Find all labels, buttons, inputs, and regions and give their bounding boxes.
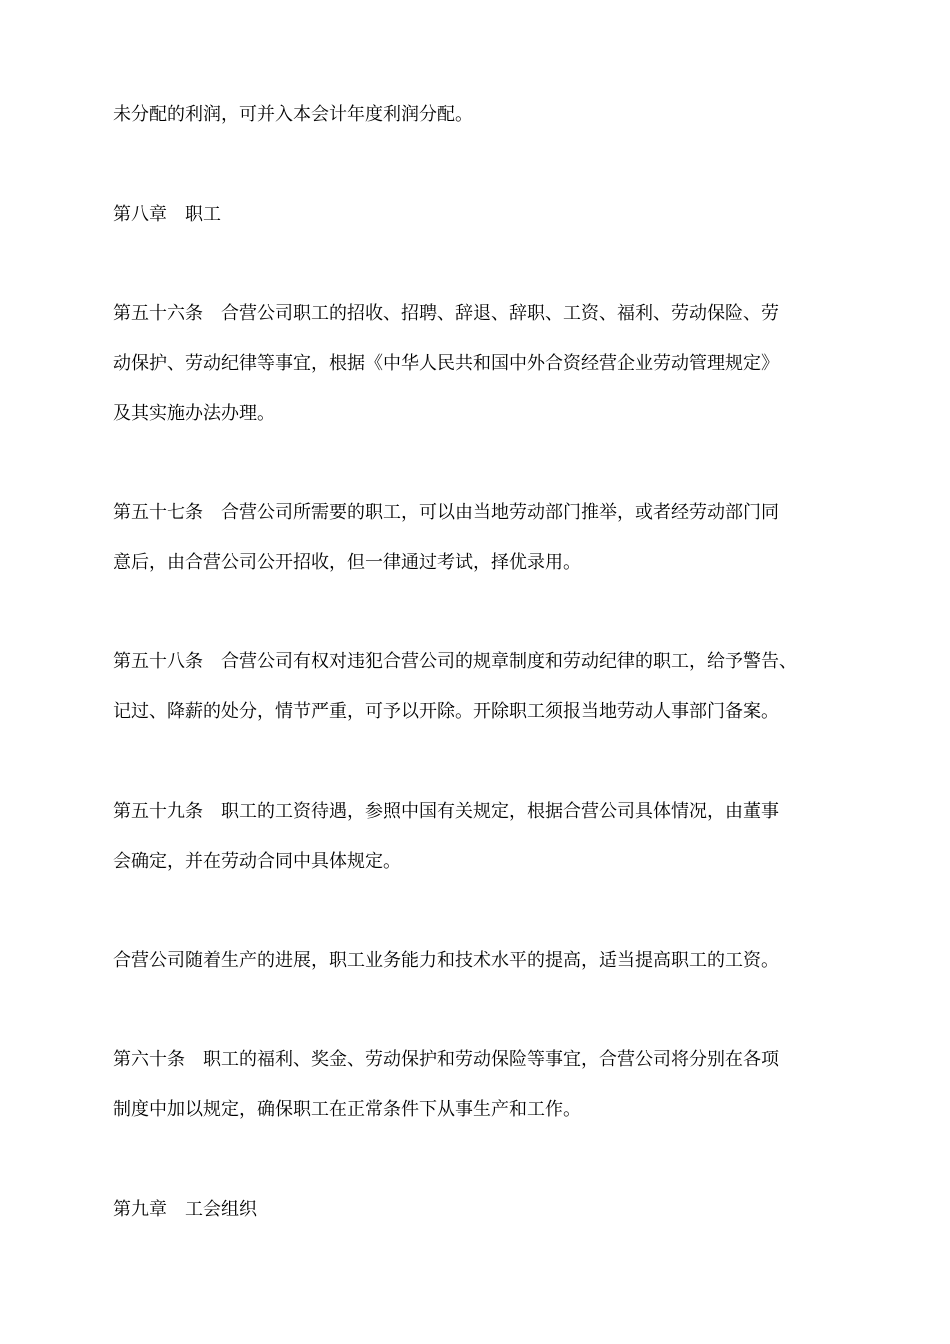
- article-59-line-2: 会确定，并在劳动合同中具体规定。: [113, 851, 401, 872]
- article-57-line-2: 意后，由合营公司公开招收，但一律通过考试，择优录用。: [113, 552, 581, 573]
- article-60-line-1: 第六十条 职工的福利、奖金、劳动保护和劳动保险等事宜，合营公司将分别在各项: [113, 1049, 779, 1070]
- chapter-heading-8: 第八章 职工: [113, 204, 221, 225]
- paragraph-wage-increase: 合营公司随着生产的进展，职工业务能力和技术水平的提高，适当提高职工的工资。: [113, 950, 779, 971]
- article-60-line-2: 制度中加以规定，确保职工在正常条件下从事生产和工作。: [113, 1099, 581, 1120]
- article-56-line-2: 动保护、劳动纪律等事宜，根据《中华人民共和国中外合资经营企业劳动管理规定》: [113, 353, 779, 374]
- paragraph-profit-carryover: 未分配的利润，可并入本会计年度利润分配。: [113, 104, 473, 125]
- article-56-line-3: 及其实施办法办理。: [113, 403, 275, 424]
- chapter-heading-9: 第九章 工会组织: [113, 1199, 257, 1220]
- article-56-line-1: 第五十六条 合营公司职工的招收、招聘、辞退、辞职、工资、福利、劳动保险、劳: [113, 303, 779, 324]
- article-58-line-1: 第五十八条 合营公司有权对违犯合营公司的规章制度和劳动纪律的职工，给予警告、: [113, 651, 797, 672]
- article-58-line-2: 记过、降薪的处分，情节严重，可予以开除。开除职工须报当地劳动人事部门备案。: [113, 701, 779, 722]
- article-57-line-1: 第五十七条 合营公司所需要的职工，可以由当地劳动部门推举，或者经劳动部门同: [113, 502, 779, 523]
- article-59-line-1: 第五十九条 职工的工资待遇，参照中国有关规定，根据合营公司具体情况，由董事: [113, 801, 779, 822]
